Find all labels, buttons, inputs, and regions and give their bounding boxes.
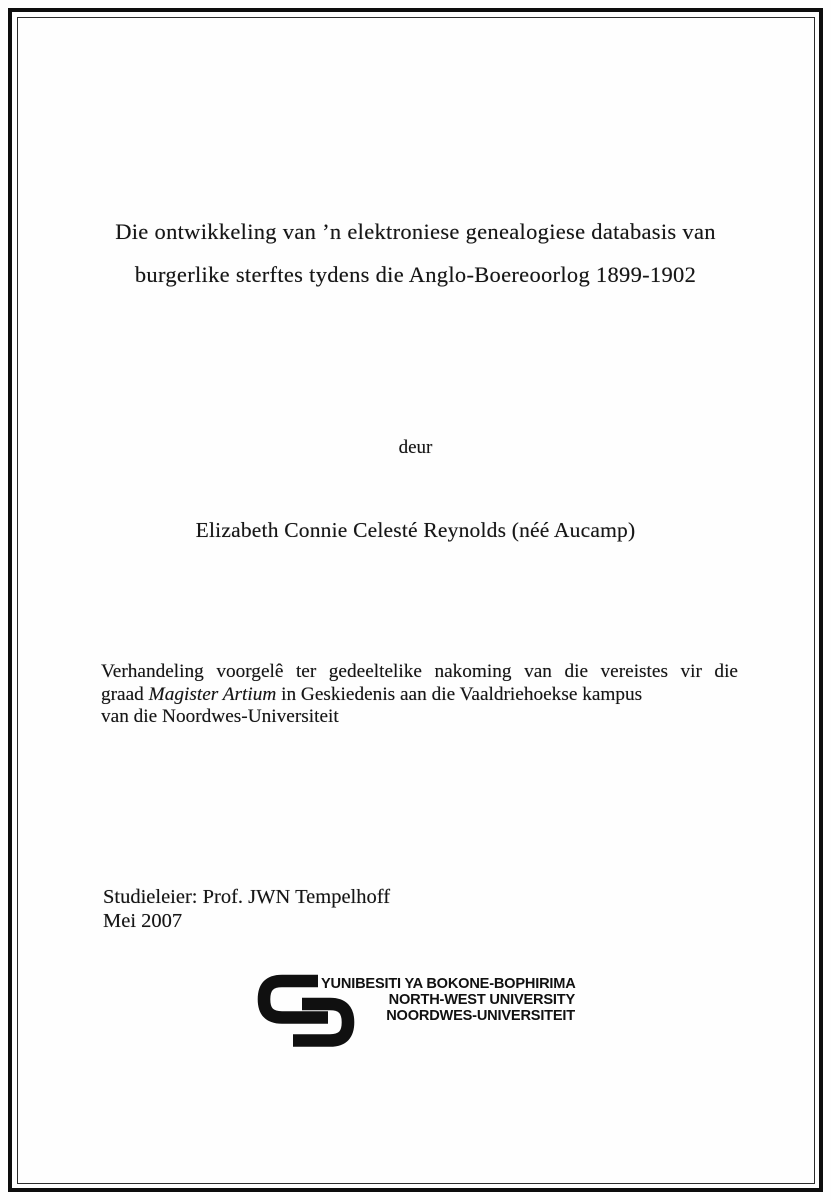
author-name: Elizabeth Connie Celesté Reynolds (néé Aucamp) [195,518,636,542]
thesis-title [0,211,831,296]
date-line: Mei 2007 [103,909,183,932]
submission-statement [101,661,738,729]
thesis-title-line2: burgerlike sterftes tydens die Anglo-Boereoorlog 1899-1902 [134,261,697,287]
submission-statement-line1: Verhandeling voorgelê ter gedeeltelike nakoming van die vereistes vir die [101,661,738,682]
university-wordmark-line2: NORTH-WEST UNIVERSITY [388,992,575,1009]
thesis-title-line1: Die ontwikkeling van ’n elektroniese genealogiese databasis van [115,219,716,244]
degree-name: Magister Artium [148,683,277,705]
byline-label: deur [398,437,433,458]
submission-statement-line3: van die Noordwes-Universiteit [101,706,339,728]
university-wordmark [321,974,575,1025]
university-logo [256,974,575,1048]
university-wordmark-line1: YUNIBESITI YA BOKONE-BOPHIRIMA [321,976,576,992]
university-wordmark-line3: NOORDWES-UNIVERSITEIT [386,1008,575,1025]
supervisor-line: Studieleier: Prof. JWN Tempelhoff [103,886,391,908]
submission-statement-line2 [101,684,738,707]
statement-line2-pre: graad [101,683,149,705]
supervisor-block [103,886,390,933]
statement-line2-post: in Geskiedenis aan die Vaaldriehoekse kampus [276,683,643,705]
